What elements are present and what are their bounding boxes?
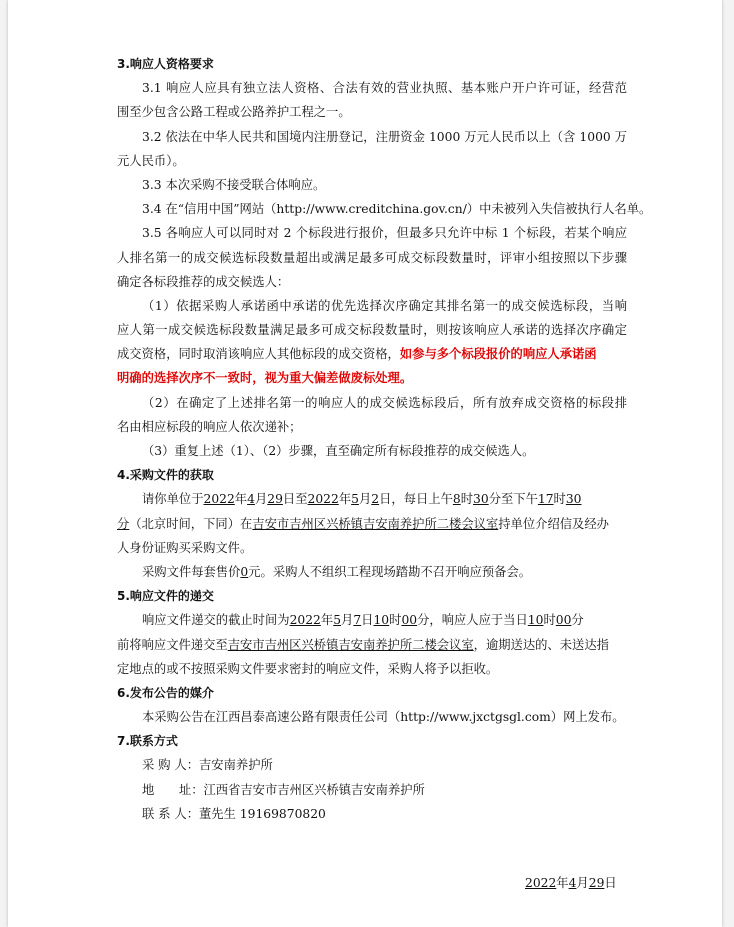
para-6: 本采购公告在江西昌泰高速公路有限责任公司（http://www.jxctgsgl.com）网上发布。	[142, 710, 625, 725]
para-3-2-line1: 3.2 依法在中华人民共和国境内注册登记，注册资金 1000 万元人民币以上（含 1000 万	[142, 129, 627, 144]
text: 采购文件每套售价	[142, 564, 241, 579]
text: 持单位介绍信及经办	[498, 516, 609, 531]
text: 时	[389, 613, 402, 628]
text: 分	[117, 516, 130, 531]
para-3-3: 3.3 本次采购不接受联合体响应。	[142, 177, 326, 192]
section-6-title: 6.发布公告的媒介	[117, 685, 214, 700]
text: 日至	[282, 492, 308, 507]
text: 日	[604, 876, 617, 890]
para-3-5-line1: 3.5 各响应人可以同时对 2 个标段进行报价，但最多只允许中标 1 个标段，若某个响应	[142, 226, 627, 241]
text: 元。采购人不组织工程现场踏勘不召开响应预备会。	[248, 564, 532, 579]
submission-location: 吉安市吉州区兴桥镇吉安南养护所二楼会议室	[227, 637, 474, 652]
contact-buyer: 采 购 人：吉安南养护所	[142, 758, 273, 773]
text: ，逾期送达的、未送达指	[473, 637, 609, 652]
minute-end: 30	[565, 492, 582, 507]
text: 月	[358, 492, 372, 507]
text: 分，响应人应于当日	[417, 613, 528, 628]
text: 前将响应文件递交至	[117, 637, 228, 652]
text: 请你单位于	[142, 492, 204, 507]
para-3-4: 3.4 在“信用中国”网站（http://www.creditchina.gov.cn/）中未被列入失信被执行人名单。	[142, 202, 652, 217]
rule-1-text: 成交资格，同时取消该响应人其他标段的成交资格，	[117, 347, 400, 362]
day-end: 2	[371, 492, 380, 507]
rule-2-line2: 名由相应标段的响应人依次递补；	[117, 419, 302, 434]
text: 月	[576, 876, 589, 890]
rule-2-line1: （2）在确定了上述排名第一的响应人的成交候选标段后，所有放弃成交资格的标段排	[142, 395, 627, 410]
year-start: 2022	[203, 492, 235, 507]
para-5-line3: 定地点的或不按照采购文件要求密封的响应文件，采购人将予以拒收。	[117, 661, 499, 676]
section-5-title: 5.响应文件的递交	[117, 589, 214, 604]
signature-date	[525, 873, 617, 891]
deadline-year: 2022	[289, 613, 321, 628]
date-year: 2022	[525, 876, 557, 890]
contact-address: 地 址：江西省吉安市吉州区兴桥镇吉安南养护所	[142, 782, 425, 797]
rule-3: （3）重复上述（1）、（2）步骤，直至确定所有标段推荐的成交候选人。	[142, 444, 535, 458]
contact-person: 联 系 人：董先生 19169870820	[142, 806, 326, 821]
purchase-location: 吉安市吉州区兴桥镇吉安南养护所二楼会议室	[252, 516, 499, 531]
deadline-minute-2: 00	[555, 613, 572, 628]
hour-start: 8	[452, 492, 461, 507]
price-value: 0	[240, 564, 249, 579]
date-month: 4	[568, 876, 577, 890]
text: 月	[341, 613, 354, 628]
rule-1-line2: 应人第一成交候选标段数量满足最多可成交标段数量时，则按该响应人承诺的选择次序确定	[117, 323, 627, 338]
document-body	[117, 52, 652, 826]
minute-start: 30	[473, 492, 489, 507]
document-page	[8, 0, 722, 927]
section-4-title: 4.采购文件的获取	[117, 468, 214, 483]
text: 日	[361, 613, 374, 628]
para-3-1-line1: 3.1 响应人应具有独立法人资格、合法有效的营业执照、基本账户开户许可证，经营范	[142, 81, 627, 96]
date-day: 29	[588, 876, 605, 890]
text: 年	[234, 492, 248, 507]
deadline-hour: 10	[373, 613, 390, 628]
para-3-1-line2: 围至少包含公路工程或公路养护工程之一。	[117, 105, 351, 120]
deadline-minute: 00	[401, 613, 418, 628]
rule-1-warning: 如参与多个标段报价的响应人承诺函	[399, 346, 597, 362]
month-start: 4	[247, 492, 255, 507]
para-4-line3: 人身份证购买采购文件。	[117, 540, 253, 555]
rule-1-line3	[117, 342, 627, 366]
deadline-month: 5	[333, 613, 342, 628]
section-3-title: 3.响应人资格要求	[117, 57, 214, 71]
para-4-line2	[117, 512, 627, 536]
text: 响应文件递交的截止时间为	[142, 613, 290, 628]
text: 年	[338, 492, 352, 507]
text: 时	[543, 613, 556, 628]
day-start: 29	[267, 492, 283, 507]
para-4-price	[117, 560, 627, 584]
section-7-title: 7.联系方式	[117, 734, 178, 749]
text: 分	[571, 613, 584, 628]
para-3-2-line2: 元人民币）。	[117, 153, 185, 168]
text: （北京时间，下同）在	[129, 516, 253, 531]
text: 时	[553, 492, 566, 507]
deadline-hour-2: 10	[527, 613, 544, 628]
year-end: 2022	[307, 492, 339, 507]
hour-end: 17	[537, 492, 554, 507]
para-4-line1	[117, 487, 627, 511]
text: 日，每日上午	[379, 492, 453, 507]
text: 年	[556, 876, 569, 890]
deadline-day: 7	[353, 613, 362, 628]
rule-1-line1: （1）依据采购人承诺函中承诺的优先选择次序确定其排名第一的成交候选标段，当响	[142, 298, 627, 313]
text: 月	[254, 492, 268, 507]
para-3-5-line3: 确定各标段推荐的成交候选人：	[117, 274, 290, 289]
text: 时	[460, 492, 474, 507]
text: 年	[320, 613, 334, 628]
month-end: 5	[351, 492, 359, 507]
para-5-line1	[117, 608, 627, 632]
para-5-line2	[117, 633, 627, 657]
para-3-5-line2: 人排名第一的成交候选标段数量超出或满足最多可成交标段数量时，评审小组按照以下步骤	[117, 250, 627, 265]
rule-1-warning-line2: 明确的选择次序不一致时，视为重大偏差做废标处理。	[117, 370, 413, 386]
text: 分至下午	[488, 492, 538, 507]
